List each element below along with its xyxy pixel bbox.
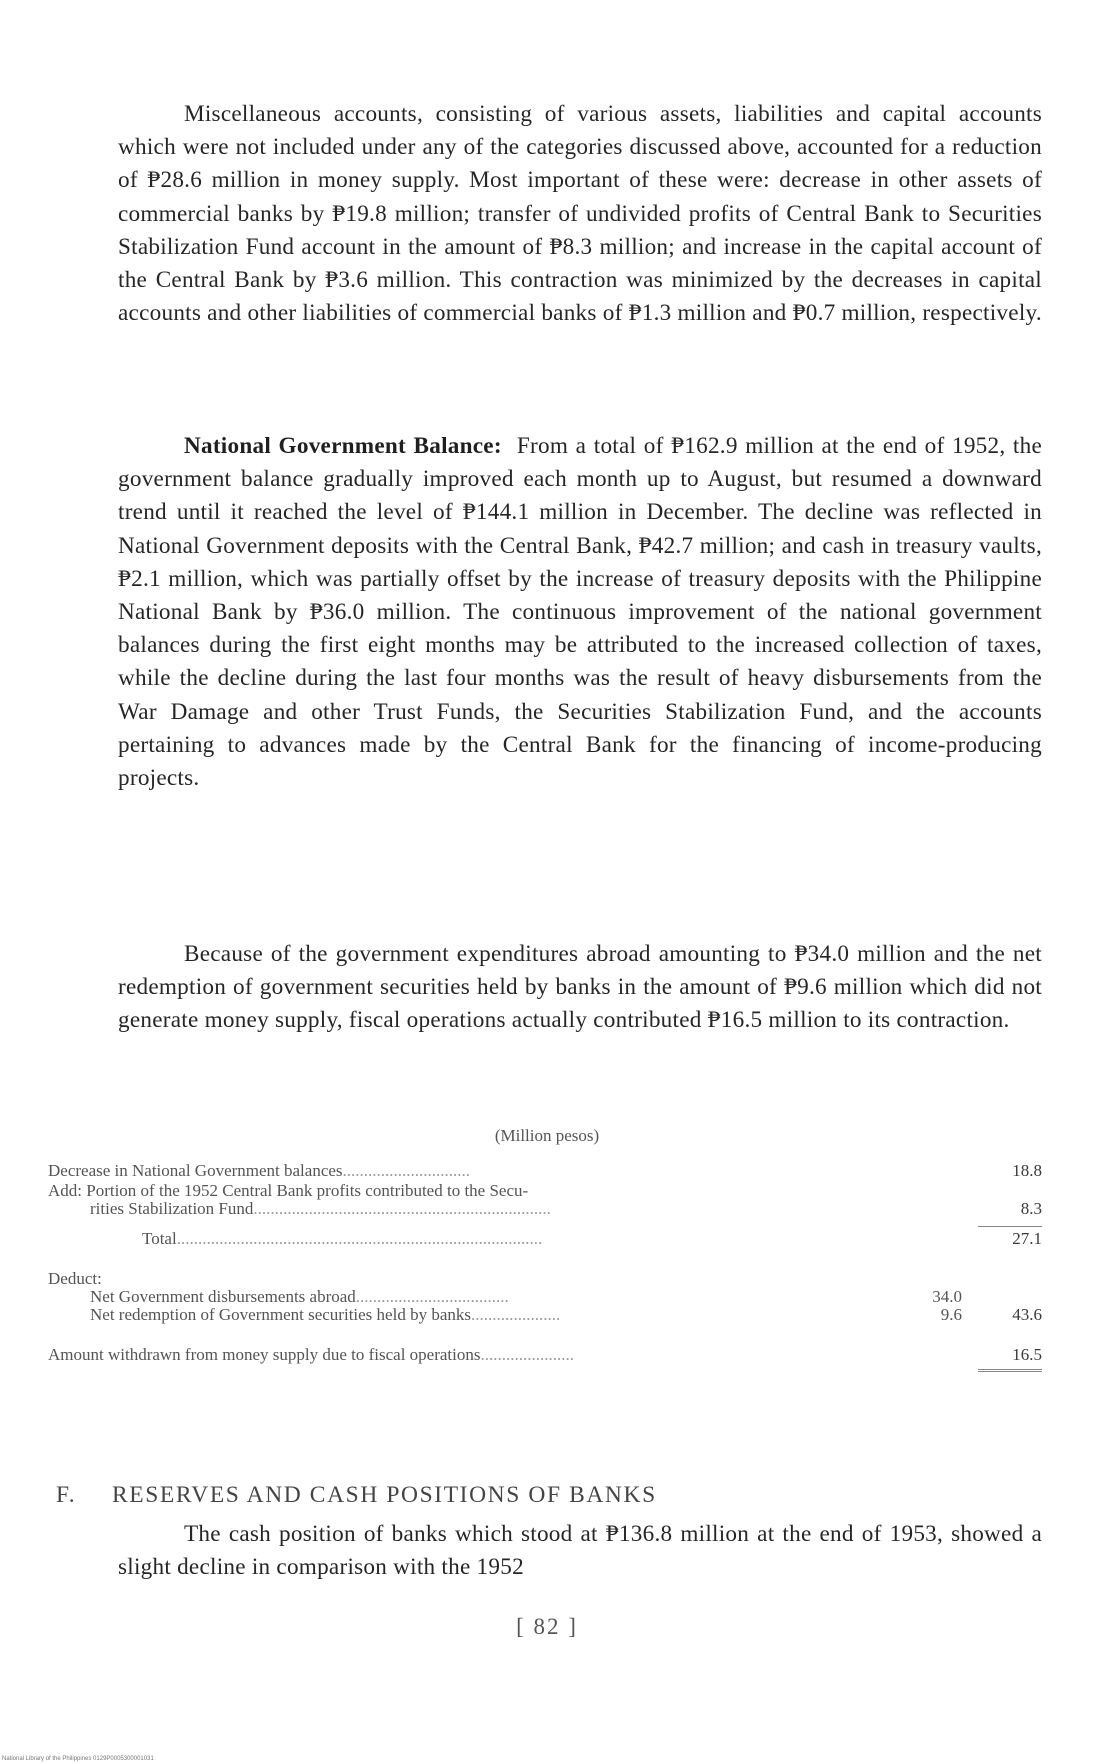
table-row xyxy=(48,1182,1044,1200)
paragraph-text: The cash position of banks which stood at ₱136.8 million at the end of 1953, showed a slight decline in comparison with the 1952 xyxy=(118,1521,1042,1581)
row-value: 18.8 xyxy=(1012,1161,1042,1180)
page-number: [ 82 ] xyxy=(516,1614,578,1639)
row-label: Net redemption of Government securities held by banks xyxy=(90,1306,471,1324)
total-double-rule xyxy=(978,1369,1042,1372)
table-row xyxy=(48,1162,1044,1182)
row-value: 34.0 xyxy=(932,1287,962,1306)
archive-footer-note: National Library of the Philippines 0129P0005300001031 xyxy=(2,1756,154,1762)
table-row-result xyxy=(48,1346,1044,1366)
paragraph-text: Miscellaneous accounts, consisting of various assets, liabilities and capital accounts which were not included under any of the categories discussed above, accounted for a reduction of ₱28.6 million in money supply. Most important of these were: decrease in other assets of commercial banks by ₱19.8 million; transfer of undivided profits of Central Bank to Securities Stabilization Fund account in the amount of ₱8.3 million; and increase in the capital account of the Central Bank by ₱3.6 million. This contraction was minimized by the decreases in capital accounts and other liabilities of commercial banks of ₱1.3 million and ₱0.7 million, respectively. xyxy=(118,101,1042,327)
row-label: Add: Portion of the 1952 Central Bank profits contributed to the Secu- xyxy=(48,1182,529,1200)
paragraph-text: From a total of ₱162.9 million at the end of 1952, the government balance gradually improved each month up to August, but resumed a downward trend until it reached the level of ₱144.1 million in December. The decline was reflected in National Government deposits with the Central Bank, ₱42.7 million; and cash in treasury vaults, ₱2.1 million, which was partially offset by the increase of treasury deposits with the Philippine National Bank by ₱36.0 million. The continuous improvement of the national government balances during the first eight months may be attributed to the increased collection of taxes, while the decline during the last four months was the result of heavy disbursements from the War Damage and other Trust Funds, the Securities Stabilization Fund, and the accounts pertaining to advances made by the Central Bank for the financing of income-producing projects. xyxy=(118,433,1043,792)
row-value-total: 43.6 xyxy=(1012,1305,1042,1324)
table-row-total xyxy=(48,1230,1044,1250)
table-row xyxy=(48,1200,1044,1220)
row-value: 9.6 xyxy=(940,1305,962,1324)
leader-dots: ...................................................................................... xyxy=(176,1230,543,1248)
paragraph-miscellaneous-accounts xyxy=(118,98,1042,330)
leader-dots: .................................... xyxy=(355,1288,509,1306)
subtotal-rule xyxy=(978,1226,1042,1227)
table-unit-caption: (Million pesos) xyxy=(494,1126,600,1145)
leader-dots: ...................................................................... xyxy=(253,1200,551,1218)
fiscal-operations-table xyxy=(48,1162,1044,1374)
leader-dots: ..................... xyxy=(470,1306,561,1324)
row-label: Total xyxy=(142,1230,177,1248)
leader-dots: .............................. xyxy=(342,1162,471,1180)
row-value: 27.1 xyxy=(1012,1229,1042,1248)
row-label: Amount withdrawn from money supply due to fiscal operations xyxy=(48,1346,481,1364)
row-label: Net Government disbursements abroad xyxy=(90,1288,356,1306)
table-row xyxy=(48,1288,1044,1306)
row-label: Decrease in National Government balances xyxy=(48,1162,343,1180)
table-row xyxy=(48,1306,1044,1326)
section-letter: F. xyxy=(56,1482,77,1508)
paragraph-national-government-balance xyxy=(118,430,1042,795)
row-value: 16.5 xyxy=(1012,1345,1042,1364)
row-value: 8.3 xyxy=(1020,1199,1042,1218)
leader-dots: ...................... xyxy=(480,1346,574,1364)
paragraph-reserves xyxy=(118,1518,1042,1584)
section-title: RESERVES AND CASH POSITIONS OF BANKS xyxy=(112,1482,657,1508)
paragraph-run-in-heading: National Government Balance: xyxy=(184,433,502,459)
section-heading xyxy=(56,1482,1036,1509)
paragraph-fiscal-operations xyxy=(118,938,1042,1038)
paragraph-text: Because of the government expenditures abroad amounting to ₱34.0 million and the net redemption of government securities held by banks in the amount of ₱9.6 million which did not generate money supply, fiscal operations actually contributed ₱16.5 million to its contraction. xyxy=(118,941,1042,1034)
table-row xyxy=(48,1270,1044,1288)
row-label: rities Stabilization Fund xyxy=(90,1200,254,1218)
row-label: Deduct: xyxy=(48,1270,102,1288)
